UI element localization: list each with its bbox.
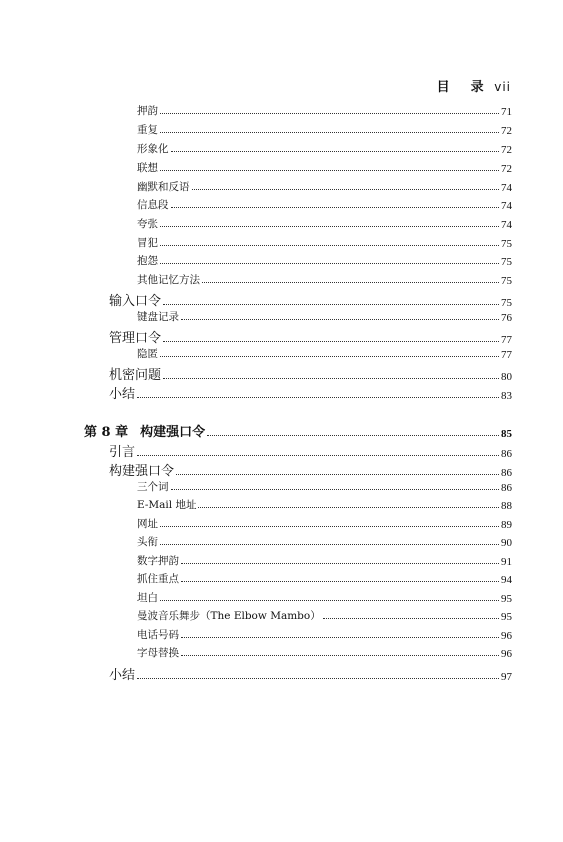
toc-entry-page: 75: [501, 238, 512, 250]
toc-entry-label: 三个词: [137, 481, 169, 493]
toc-leader-dots: [207, 435, 499, 436]
toc-entry-label: 坦白: [137, 592, 158, 604]
toc-entry-label: 小结: [109, 668, 136, 683]
toc-entry-label: 电话号码: [137, 629, 179, 641]
toc-entry[interactable]: [109, 327, 512, 346]
toc-entry-label: 管理口令: [109, 331, 162, 346]
toc-leader-dots: [160, 113, 499, 114]
toc-leader-dots: [160, 263, 499, 264]
toc-entry-label: 网址: [137, 518, 158, 530]
toc-leader-dots: [176, 474, 499, 475]
toc-entry-page: 76: [501, 312, 512, 324]
toc-leader-dots: [323, 618, 499, 619]
toc-entry-label: 构建强口令: [109, 464, 175, 479]
toc-entry[interactable]: [137, 479, 512, 494]
toc-leader-dots: [137, 397, 499, 398]
toc-entry-page: 74: [501, 200, 512, 212]
toc-entry-page: 97: [501, 671, 512, 683]
chapter-number: 第 8 章: [84, 425, 129, 440]
toc-entry-page: 72: [501, 144, 512, 156]
toc-entry-label: 联想: [137, 162, 158, 174]
toc-entry-page: 83: [501, 390, 512, 402]
chapter-label: [84, 421, 205, 440]
toc-entry-page: 88: [501, 500, 512, 512]
toc-leader-dots: [181, 655, 499, 656]
toc-entry-label: 抱怨: [137, 255, 158, 267]
toc-entry-page: 85: [501, 428, 512, 440]
toc-entry[interactable]: [137, 197, 512, 212]
toc-entry[interactable]: [137, 235, 512, 250]
toc-entry-label: 数字押韵: [137, 555, 179, 567]
toc-entry[interactable]: [137, 497, 512, 512]
toc-leader-dots: [160, 226, 499, 227]
toc-entry-page: 95: [501, 611, 512, 623]
toc-entry-page: 91: [501, 556, 512, 568]
toc-entry-label: 机密问题: [109, 368, 162, 383]
toc-entry[interactable]: [137, 160, 512, 175]
toc-leader-dots: [202, 282, 499, 283]
toc-entry-label: 隐匿: [137, 348, 158, 360]
toc-entry[interactable]: [137, 216, 512, 231]
toc-leader-dots: [171, 151, 500, 152]
toc-leader-dots: [171, 489, 500, 490]
header-title-part2: 录: [470, 80, 485, 95]
toc-entry-page: 94: [501, 574, 512, 586]
toc-leader-dots: [137, 678, 499, 679]
toc-entry-page: 75: [501, 297, 512, 309]
toc-entry-label: 字母替换: [137, 647, 179, 659]
toc-entry-label: 输入口令: [109, 294, 162, 309]
toc-leader-dots: [171, 207, 500, 208]
toc-entry[interactable]: [137, 553, 512, 568]
toc-entry[interactable]: [109, 460, 512, 479]
toc-entry-label: 重复: [137, 124, 158, 136]
toc-entry-page: 75: [501, 256, 512, 268]
toc-entry[interactable]: [137, 141, 512, 156]
toc-entry[interactable]: [137, 309, 512, 324]
toc-entry-page: 72: [501, 163, 512, 175]
toc-entry-label: 其他记忆方法: [137, 274, 200, 286]
toc-entry[interactable]: [137, 645, 512, 660]
toc-entry[interactable]: [137, 608, 512, 623]
toc-leader-dots: [160, 600, 499, 601]
toc-entry-label: 抓住重点: [137, 573, 179, 585]
toc-entry[interactable]: [137, 571, 512, 586]
toc-leader-dots: [160, 132, 499, 133]
chapter-title: 构建强口令: [140, 425, 206, 440]
toc-leader-dots: [137, 455, 499, 456]
toc-entry-label: E-Mail 地址: [137, 499, 197, 511]
toc-entry[interactable]: [137, 590, 512, 605]
toc-entry-label: 键盘记录: [137, 311, 179, 323]
toc-entry-page: 95: [501, 593, 512, 605]
header-page-number: vii: [494, 80, 511, 94]
toc-entry-label: 头衔: [137, 536, 158, 548]
toc-entry-page: 86: [501, 467, 512, 479]
toc-leader-dots: [181, 319, 499, 320]
toc-leader-dots: [181, 581, 499, 582]
toc-leader-dots: [192, 189, 500, 190]
toc-leader-dots: [160, 245, 499, 246]
toc-entry[interactable]: [137, 179, 512, 194]
toc-entry-page: 96: [501, 630, 512, 642]
toc-leader-dots: [163, 304, 499, 305]
toc-leader-dots: [160, 356, 499, 357]
toc-entry-page: 80: [501, 371, 512, 383]
toc-entry-page: 75: [501, 275, 512, 287]
toc-entry-page: 74: [501, 219, 512, 231]
toc-entry-page: 89: [501, 519, 512, 531]
toc-entry-label: 引言: [109, 445, 136, 460]
toc-entry-page: 90: [501, 537, 512, 549]
toc-entry[interactable]: [137, 103, 512, 118]
toc-entry-label: 幽默和反语: [137, 181, 190, 193]
toc-entry-label: 信息段: [137, 199, 169, 211]
toc-leader-dots: [160, 170, 499, 171]
toc-entry-label: 形象化: [137, 143, 169, 155]
toc-entry-page: 74: [501, 182, 512, 194]
toc-leader-dots: [181, 563, 499, 564]
toc-entry-page: 77: [501, 349, 512, 361]
toc-leader-dots: [198, 507, 499, 508]
toc-entry[interactable]: [109, 441, 512, 460]
toc-entry[interactable]: [109, 383, 512, 402]
toc-entry[interactable]: [137, 516, 512, 531]
toc-entry[interactable]: [137, 346, 512, 361]
toc-leader-dots: [163, 341, 499, 342]
toc-entry-page: 86: [501, 448, 512, 460]
header-title-part1: 目: [436, 80, 451, 95]
toc-chapter-entry[interactable]: [84, 421, 512, 440]
toc-entry-label: 押韵: [137, 105, 158, 117]
toc-entry-page: 96: [501, 648, 512, 660]
toc-entry-label: 夸张: [137, 218, 158, 230]
toc-leader-dots: [163, 378, 499, 379]
toc-entry[interactable]: [137, 272, 512, 287]
toc-entry-label: 小结: [109, 387, 136, 402]
toc-entry-label: 曼波音乐舞步（The Elbow Mambo）: [137, 610, 321, 622]
toc-entry-label: 冒犯: [137, 237, 158, 249]
toc-entry[interactable]: [137, 534, 512, 549]
toc-entry[interactable]: [137, 627, 512, 642]
toc-entry[interactable]: [109, 290, 512, 309]
toc-leader-dots: [160, 526, 499, 527]
toc-entry[interactable]: [109, 364, 512, 383]
toc-entry-page: 72: [501, 125, 512, 137]
toc-entry-page: 71: [501, 106, 512, 118]
toc-leader-dots: [160, 544, 499, 545]
toc-entry[interactable]: [137, 122, 512, 137]
toc-entry-page: 86: [501, 482, 512, 494]
toc-entry[interactable]: [109, 664, 512, 683]
toc-entry[interactable]: [137, 253, 512, 268]
toc-leader-dots: [181, 637, 499, 638]
toc-entry-page: 77: [501, 334, 512, 346]
